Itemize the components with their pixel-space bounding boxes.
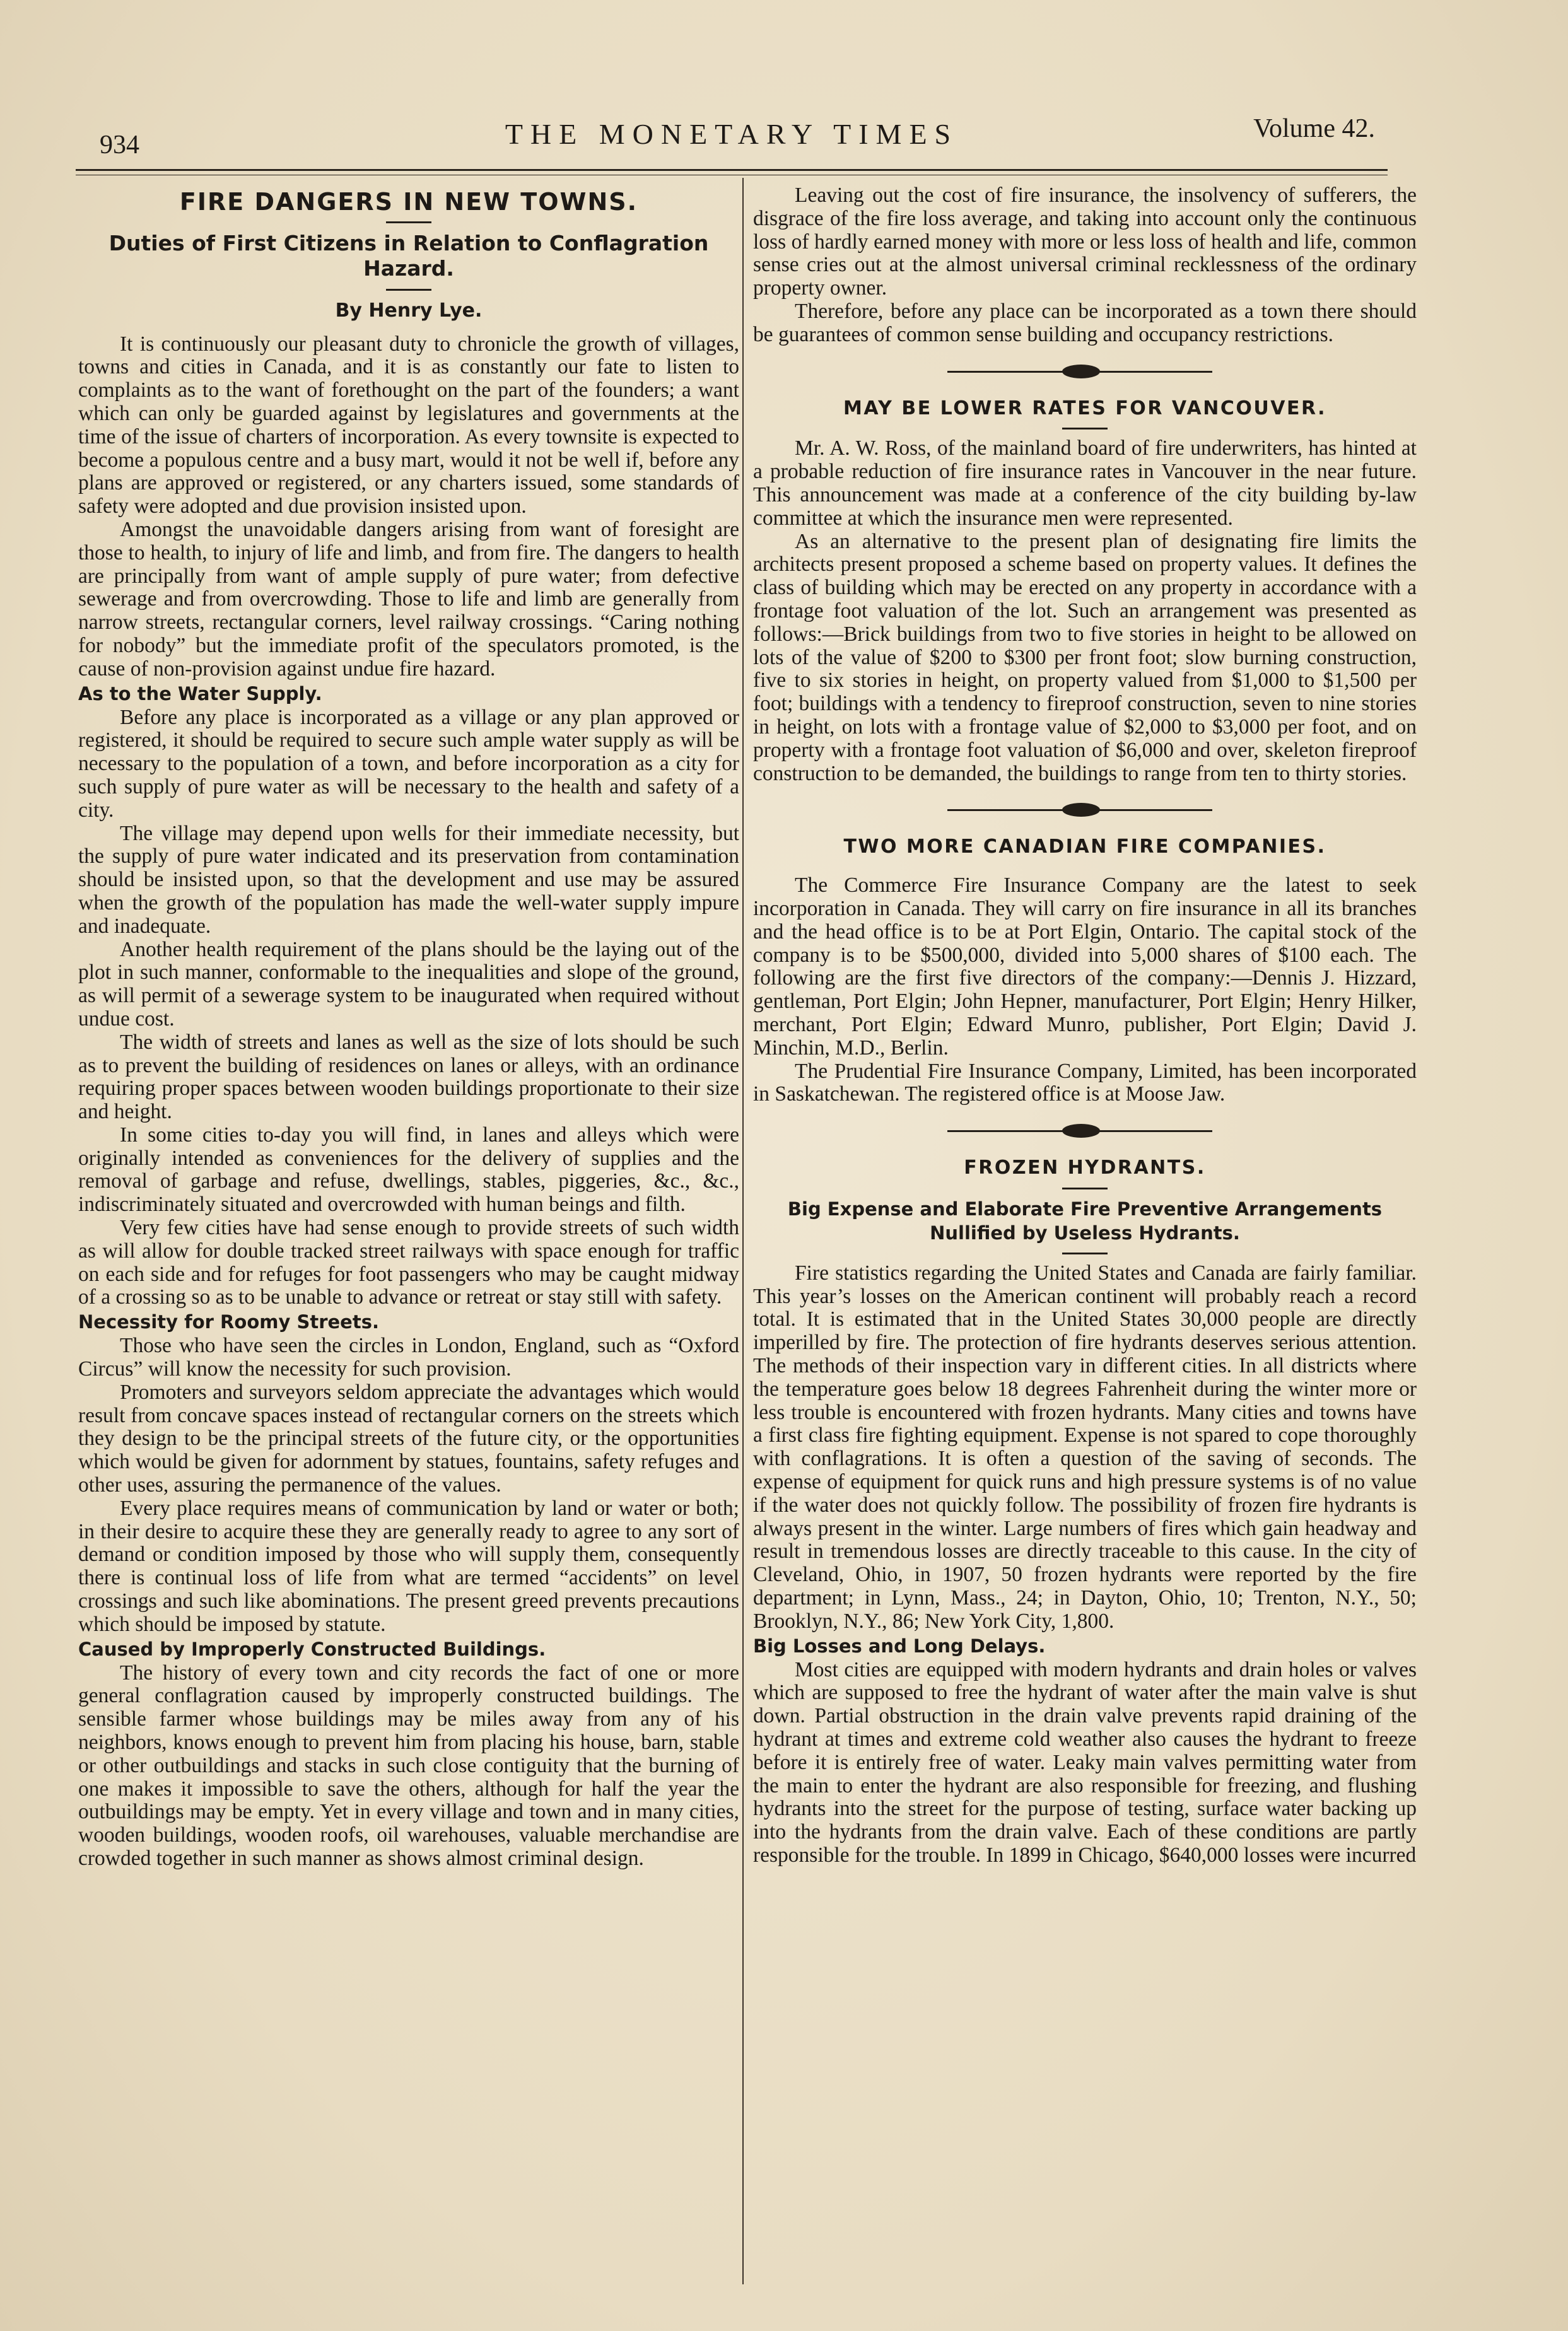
article3-paragraph: The Prudential Fire Insurance Company, Limited, has been incorporated in Saskatchewan. The registered office is at Moose Jaw. — [753, 1059, 1417, 1106]
title-dash — [1062, 428, 1108, 429]
ornament-diamond — [1062, 365, 1100, 378]
page-number: 934 — [100, 131, 139, 160]
right-column — [753, 184, 1417, 1867]
article2-title: MAY BE LOWER RATES FOR VANCOUVER. — [843, 397, 1327, 419]
title-dash — [1062, 1188, 1108, 1189]
section-ornament — [753, 353, 1417, 391]
article1-paragraph: It is continuously our pleasant duty to chronicle the growth of villages, towns and cities in Canada, and it is as constantly our fate to listen to complaints as to the want of forethought on the part of the founders; a want which can only be guarded against by legislatures and governments at the time of the issue of charters of incorporation. As every townsite is expected to become a populous centre and a busy mart, would it not be well if, before any plans are approved or registered, or any charters issued, some standards of safety were adopted and due provision insisted upon. — [78, 332, 739, 518]
article1-paragraph: Very few cities have had sense enough to provide streets of such width as will allow for double tracked street railways with space enough for traffic on each side and for refuges for foot passengers who may be caught midway of a crossing so as to be unable to advance or retreat or stay still with safety. — [78, 1216, 739, 1309]
article1-paragraph: Therefore, before any place can be incorporated as a town there should be guarantees of common sense building and occupancy restrictions. — [753, 299, 1417, 346]
article1-paragraph: In some cities to-day you will find, in lanes and alleys which were originally intended as conveniences for the delivery of supplies and the removal of garbage and refuse, dwellings, stables, piggeries, &c., &c., indiscriminately situated and overcrowded with human beings and filth. — [78, 1123, 739, 1217]
section-heading-buildings: Caused by Improperly Constructed Buildings. — [78, 1638, 546, 1660]
section-heading-water: As to the Water Supply. — [78, 682, 322, 704]
article1-title: FIRE DANGERS IN NEW TOWNS. — [179, 188, 638, 216]
page-header — [76, 107, 1388, 170]
article3-title: TWO MORE CANADIAN FIRE COMPANIES. — [843, 836, 1326, 858]
section-ornament — [753, 792, 1417, 829]
article1-paragraph: Amongst the unavoidable dangers arising from want of foresight are those to health, to injury of life and limb, and from fire. The dangers to health are principally from want of ample supply of pure water; from defective sewerage and from overcrowding. Those to life and limb are generally from narrow streets, rectangular corners, level railway crossings. “Caring nothing for nobody” but the immediate profit of the speculators promoted, is the cause of non-provision against undue fire hazard. — [78, 517, 739, 681]
article4-paragraph: Fire statistics regarding the United States and Canada are fairly familiar. This year’s losses on the American continent will probably reach a record total. It is estimated that in the United States 30,000 people are directly imperilled by fire. The protection of fire hydrants deserves serious attention. The methods of their inspection vary in different cities. In all districts where the temperature goes below 18 degrees Fahrenheit during the winter more or less trouble is encountered with frozen hydrants. Many cities and towns have a first class fire fighting equipment. Expense is not spared to cope thoroughly with conflagrations. It is often a question of the saving of seconds. The expense of equipment for quick runs and high pressure systems is of no value if the water does not quickly follow. The possibility of frozen fire hydrants is always present in the winter. Large numbers of fires which gain headway and result in tremendous losses are directly traceable to this cause. In the city of Cleveland, Ohio, in 1907, 50 frozen hydrants were reported by the fire department; in Lynn, Mass., 24; in Dayton, Ohio, 10; Trenton, N.Y., 50; Brooklyn, N.Y., 86; New York City, 1,800. — [753, 1261, 1417, 1633]
section-heading-streets: Necessity for Roomy Streets. — [78, 1311, 379, 1333]
ornament-diamond — [1062, 1124, 1100, 1138]
section-heading-losses: Big Losses and Long Delays. — [753, 1635, 1046, 1657]
article1-paragraph: Before any place is incorporated as a village or any plan approved or registered, it should be required to secure such ample water supply as will be necessary to the population of a town, and before incorporation as a city for such supply of pure water as will be necessary to the health and safety of a city. — [78, 705, 739, 822]
article1-paragraph: Those who have seen the circles in London, England, such as “Oxford Circus” will know the necessity for such provision. — [78, 1334, 739, 1381]
article4-paragraph: Most cities are equipped with modern hydrants and drain holes or valves which are supposed to free the hydrant of water after the main valve is shut down. Partial obstruction in the drain valve prevents rapid draining of the hydrant at times and extreme cold weather also causes the hydrant to freeze before it is entirely free of water. Leaky main valves permitting water from the main to enter the hydrant are also responsible for freezing, and flushing hydrants into the street for the purpose of testing, surface water backing up into the hydrants from the drain valve. Each of these conditions are partly responsible for the trouble. In 1899 in Chicago, $640,000 losses were incurred — [753, 1657, 1417, 1867]
left-column — [78, 184, 739, 1871]
article1-paragraph: Leaving out the cost of fire insurance, the insolvency of sufferers, the disgrace of the fire loss average, and taking into account only the continuous loss of hardly earned money with more or less loss of health and life, common sense cries out at the almost universal criminal recklessness of the ordinary property owner. — [753, 184, 1417, 300]
article4-subtitle: Big Expense and Elaborate Fire Preventive Arrangements Nullified by Useless Hydrants. — [787, 1198, 1383, 1244]
article1-paragraph: The history of every town and city records the fact of one or more general conflagration caused by improperly constructed buildings. The sensible farmer whose buildings may be miles away from any of his neighbors, knows enough to prevent him from placing his house, barn, stable or other outbuildings and stacks in such close contiguity that the burning of one makes it impossible to save the others, although for half the year the outbuildings may be empty. Yet in every village and town and in many cities, wooden buildings, wooden roofs, oil warehouses, valuable merchandise are crowded together in such manner as shows almost criminal design. — [78, 1661, 739, 1870]
article2-paragraph: As an alternative to the present plan of designating fire limits the architects present proposed a scheme based on property values. It defines the class of building which may be erected on any property in accordance with a frontage foot valuation of the lot. Such an arrangement was presented as follows:—Brick buildings from two to five stories in height to be allowed on lots of the value of $200 to $300 per front foot; slow burning construction, five to six stories in height, on property valued from $1,000 to $1,500 per foot; buildings with a tendency to fireproof construction, seven to nine stories in height, on lots with a frontage value of $2,000 to $3,000 per foot, and on property with a frontage foot valuation of $6,000 and over, skeleton fireproof construction to be demanded, the buildings to range from ten to thirty stories. — [753, 529, 1417, 785]
masthead: THE MONETARY TIMES — [505, 118, 959, 150]
header-rule-thick — [76, 169, 1388, 171]
article3-paragraph: The Commerce Fire Insurance Company are the latest to seek incorporation in Canada. They will carry on fire insurance in all its branches and the head office is to be at Port Elgin, Ontario. The capital stock of the company is to be $500,000, divided into 5,000 shares of $100 each. The following are the first five directors of the company:—Dennis J. Hizzard, gentleman, Port Elgin; John Hepner, manufacturer, Port Elgin; Henry Hilker, merchant, Port Elgin; Edward Munro, publisher, Port Elgin; David J. Minchin, M.D., Berlin. — [753, 873, 1417, 1060]
article1-paragraph: The width of streets and lanes as well as the size of lots should be such as to prevent the building of residences on lanes or alleys, with an ordinance requiring proper spaces between wooden buildings proportionate to their size and height. — [78, 1030, 739, 1124]
article1-paragraph: Every place requires means of communication by land or water or both; in their desire to acquire these they are generally ready to agree to any sort of demand or condition imposed by those who will supply them, consequently there is continual loss of life from what are termed “accidents” on level crossings and such like abominations. The present greed prevents precautions which should be imposed by statute. — [78, 1496, 739, 1636]
volume-label: Volume 42. — [1253, 114, 1375, 143]
article4-title: FROZEN HYDRANTS. — [964, 1157, 1206, 1179]
section-ornament — [753, 1113, 1417, 1150]
article2-paragraph: Mr. A. W. Ross, of the mainland board of fire underwriters, has hinted at a probable reduction of fire insurance rates in Vancouver in the near future. This announcement was made at a conference of the city building by-law committee at which the insurance men were represented. — [753, 436, 1417, 530]
article1-paragraph: Another health requirement of the plans should be the laying out of the plot in such manner, conformable to the inequalities and slope of the ground, as will permit of a sewerage system to be inaugurated when required without undue cost. — [78, 937, 739, 1031]
article1-paragraph: Promoters and surveyors seldom appreciate the advantages which would result from concave spaces instead of rectangular corners on the streets which they design to be the principal streets of the future city, or the opportunities which would be given for adornment by statues, fountains, safety refuges and other uses, assuring the permanence of the values. — [78, 1380, 739, 1497]
title-dash — [386, 221, 431, 223]
article1-byline: By Henry Lye. — [335, 299, 483, 322]
column-divider — [742, 178, 744, 2284]
subtitle-dash — [1062, 1253, 1108, 1254]
subtitle-dash — [386, 289, 431, 291]
article1-subtitle: Duties of First Citizens in Relation to Conflagration Hazard. — [108, 230, 709, 281]
article1-paragraph: The village may depend upon wells for their immediate necessity, but the supply of pure water indicated and its preservation from contamination should be insisted upon, so that the development and use may be assured when the growth of the population has made the well-water supply impure and inadequate. — [78, 821, 739, 938]
ornament-diamond — [1062, 803, 1100, 817]
